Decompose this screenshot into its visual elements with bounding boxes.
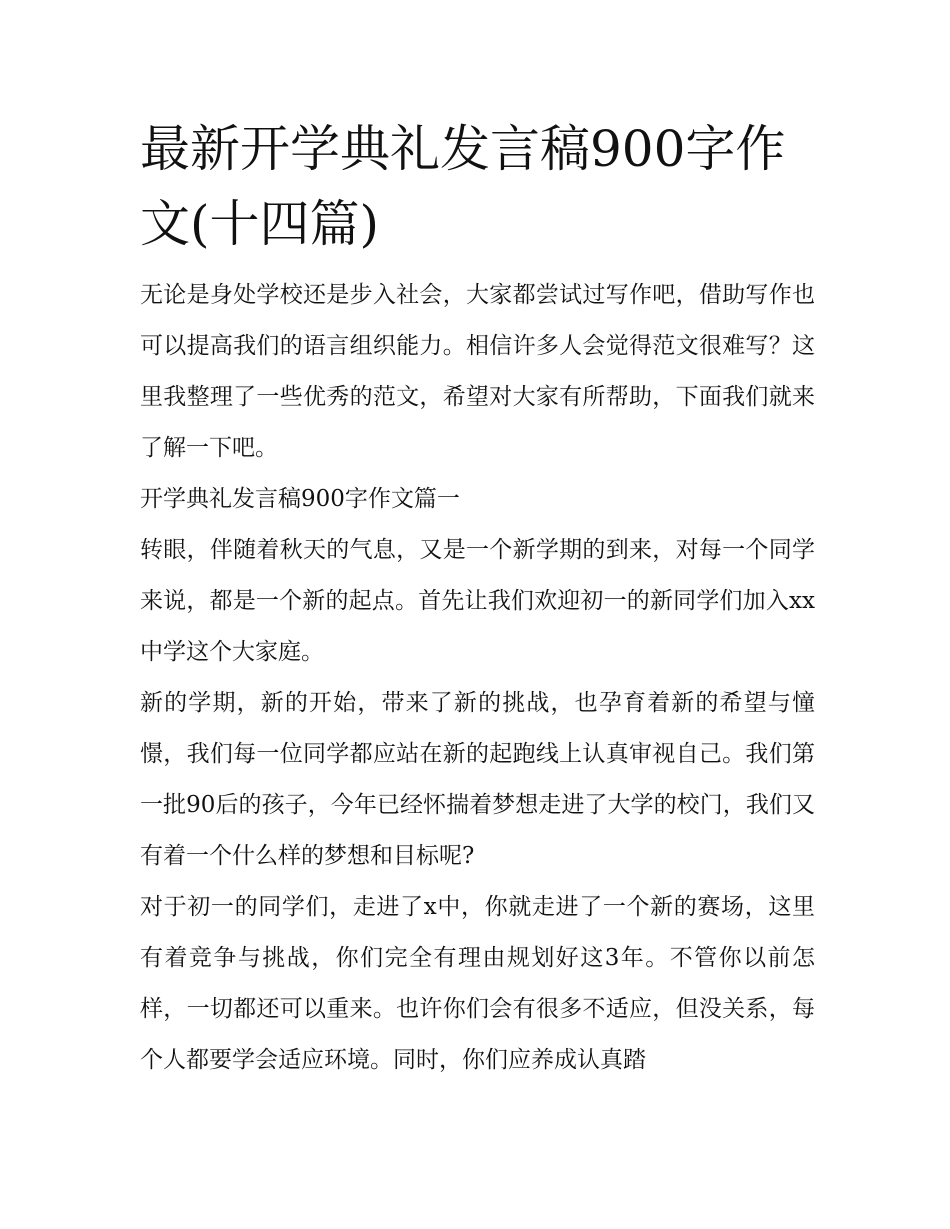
document-page — [140, 112, 815, 1086]
body-paragraph: 对于初一的同学们，走进了x中，你就走进了一个新的赛场，这里有着竞争与挑战，你们完全有理由规划好这3年。不管你以前怎样，一切都还可以重来。也许你们会有很多不适应，但没关系，每个人都要学会适应环境。同时，你们应养成认真踏 — [140, 894, 815, 1073]
body-paragraph: 转眼，伴随着秋天的气息，又是一个新学期的到来，对每一个同学来说，都是一个新的起点。首先让我们欢迎初一的新同学们加入xx中学这个大家庭。 — [140, 537, 815, 665]
section-heading: 开学典礼发言稿900字作文篇一 — [140, 486, 460, 512]
document-title: 最新开学典礼发言稿900字作文(十四篇) — [140, 120, 786, 253]
body-paragraph: 新的学期，新的开始，带来了新的挑战，也孕育着新的希望与憧憬，我们每一位同学都应站在新的起跑线上认真审视自己。我们第一批90后的孩子，今年已经怀揣着梦想走进了大学的校门，我们又有着一个什么样的梦想和目标呢? — [140, 690, 815, 869]
intro-paragraph: 无论是身处学校还是步入社会，大家都尝试过写作吧，借助写作也可以提高我们的语言组织能力。相信许多人会觉得范文很难写？这里我整理了一些优秀的范文，希望对大家有所帮助，下面我们就来了解一下吧。 — [140, 282, 815, 461]
